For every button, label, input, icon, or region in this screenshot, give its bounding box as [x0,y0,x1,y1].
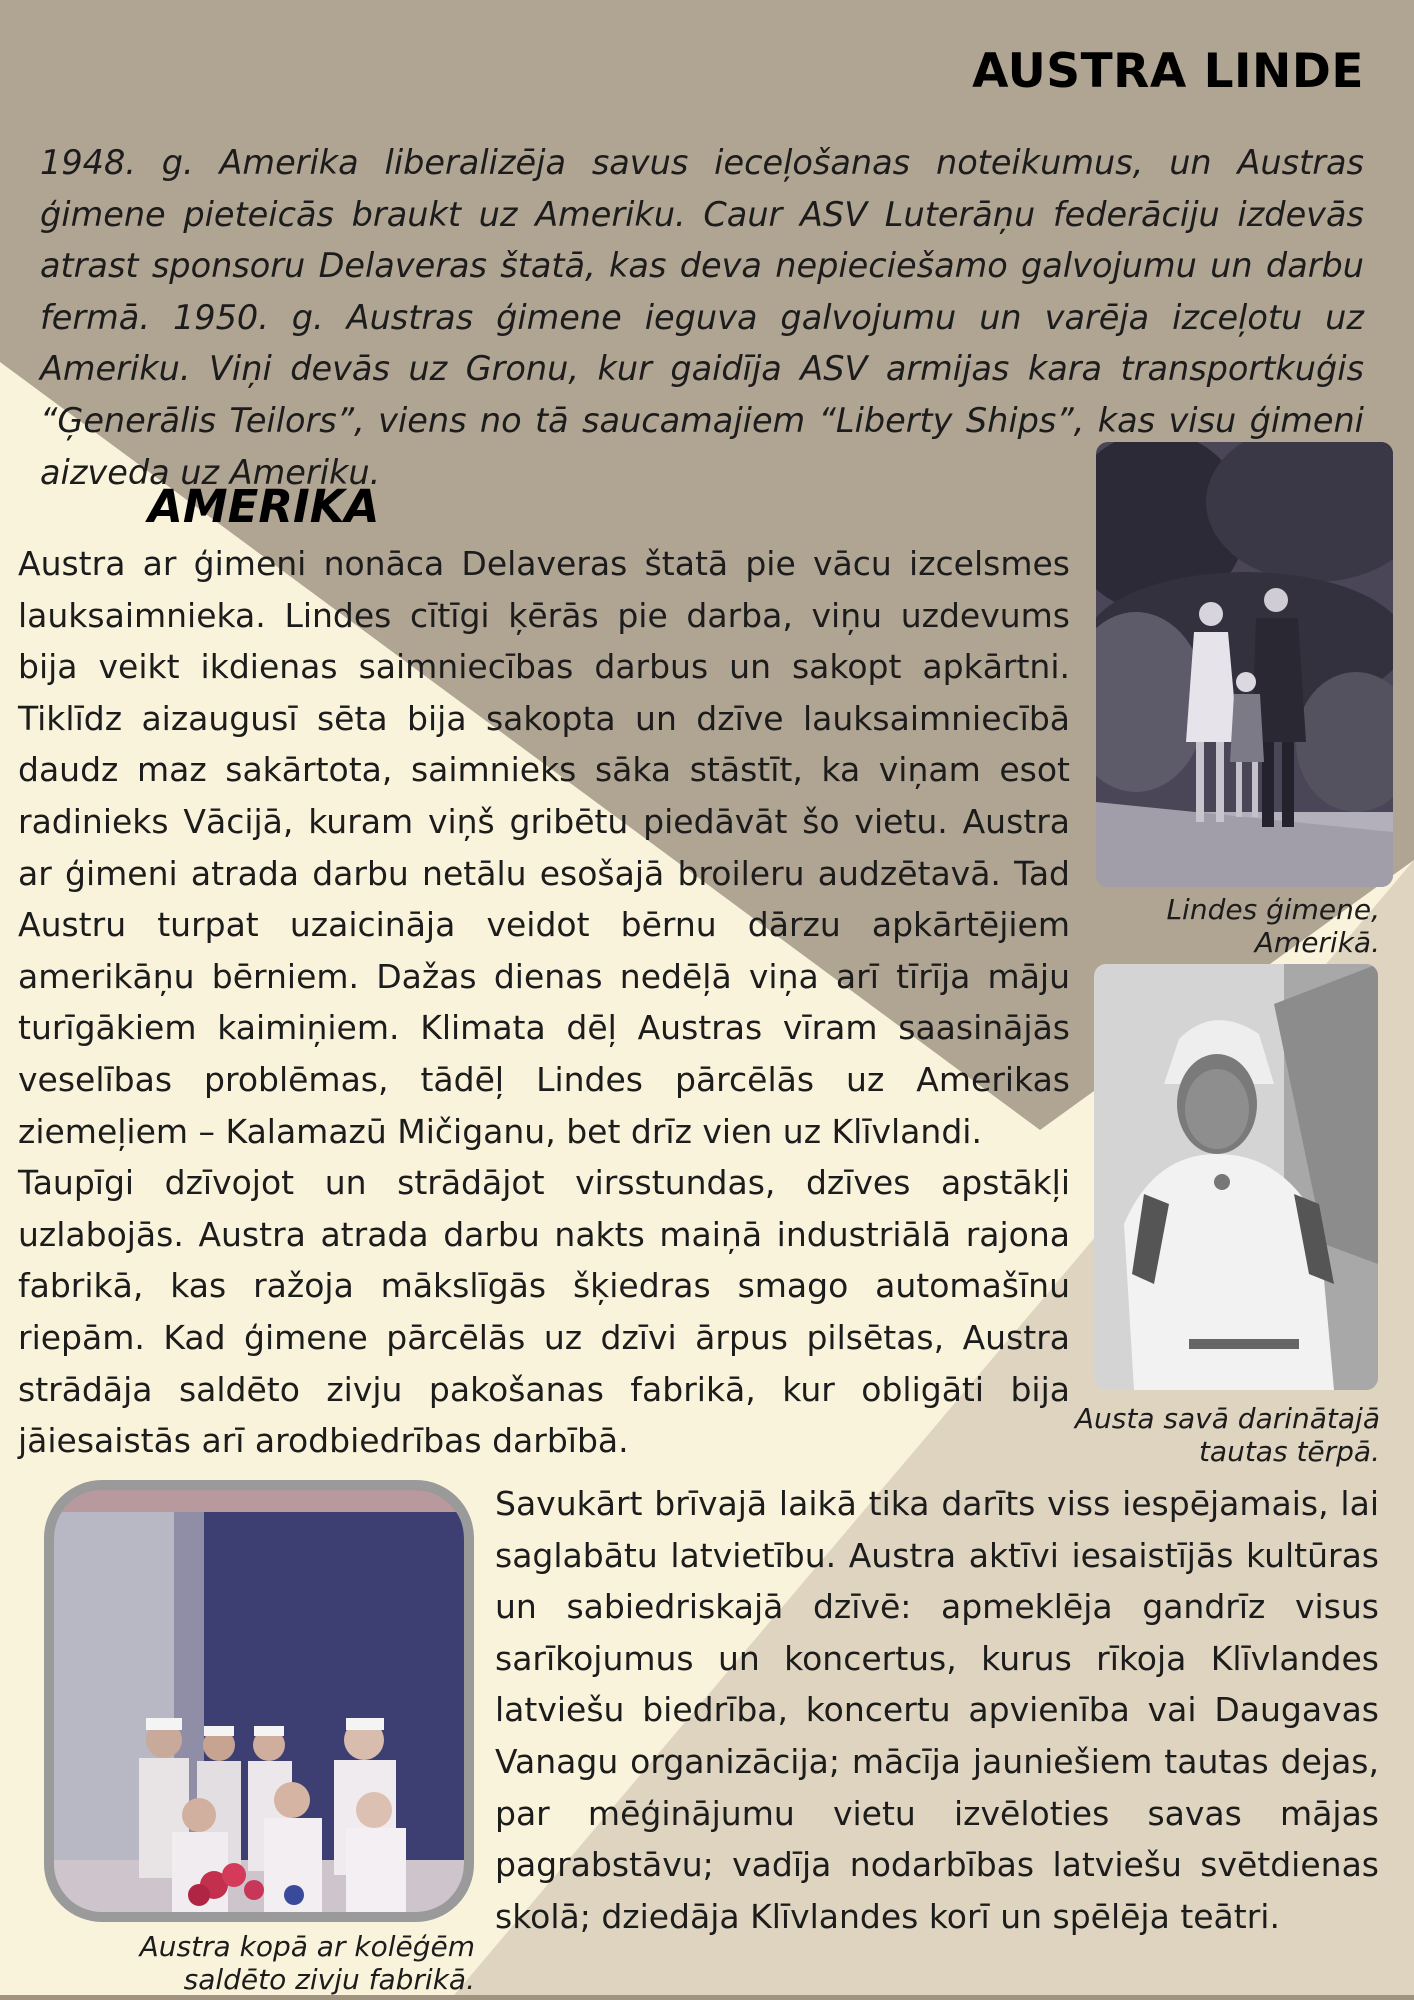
colleagues-photo-caption: Austra kopā ar kolēģēm saldēto zivju fabrikā. [139,1930,475,1996]
family-photo-caption: Lindes ģimene, Amerikā. [1166,893,1380,959]
colleagues-photo [44,1480,474,1922]
portrait-photo [1094,964,1378,1390]
paragraph-work: Taupīgi dzīvojot un strādājot virsstundas, dzīves apstākļi uzlabojās. Austra atrada darbu nakts maiņā industriālā rajona fabrikā, kas ražoja mākslīgās šķiedras smago automašīnu riepām. Kad ģimene pārcēlās uz dzīvi ārpus pilsētas, Austra strādāja saldēto zivju pakošanas fabrikā, kur obligāti bija jāiesaistās arī arodbiedrības darbībā. [18,1163,1070,1461]
page-title: AUSTRA LINDE [972,44,1364,99]
paragraph-farm: Austra ar ģimeni nonāca Delaveras štatā pie vācu izcelsmes lauksaimnieka. Lindes cītīgi ķērās pie darba, viņu uzdevums bija veikt ikdienas saimniecības darbus un sakopt apkārtni. Tiklīdz aizaugusī sēta bija sakopta un dzīve lauksaimniecībā daudz maz sakārtota, saimnieks sāka stāstīt, ka viņam esot radinieks Vācijā, kuram viņš gribētu piedāvāt šo vietu. Austra ar ģimeni atrada darbu netālu esošajā broileru audzētavā. Tad Austru turpat uzaicināja veidot bērnu dārzu apkārtējiem amerikāņu bērniem. Dažas dienas nedēļā viņa arī tīrīja māju turīgākiem kaimiņiem. Klimata dēļ Austras vīram saasinājās veselības problēmas, tādēļ Lindes pārcēlās uz Amerikas ziemeļiem – Kalamazū Mičiganu, bet drīz vien uz Klīvlandi. [18,544,1070,1151]
family-photo [1096,442,1393,887]
section-heading: AMERIKA [148,480,380,533]
paragraph-culture: Savukārt brīvajā laikā tika darīts viss iespējamais, lai saglabātu latvietību. Austra aktīvi iesaistījās kultūras un sabiedriskajā dzīvē: apmeklēja gandrīz visus sarīkojumus un koncertus, kurus rīkoja Klīvlandes latviešu biedrība, koncertu apvienība vai Daugavas Vanagu organizācija; mācīja jauniešiem tautas dejas, par mēģinājumu vietu izvēloties savas mājas pagrabstāvu; vadīja nodarbības latviešu svētdienas skolā; dziedāja Klīvlandes korī un spēlēja teātri. [495,1484,1379,1936]
portrait-photo-caption: Austa savā darinātajā tautas tērpā. [1074,1402,1380,1468]
intro-paragraph: 1948. g. Amerika liberalizēja savus ieceļošanas noteikumus, un Austras ģimene pieteicās braukt uz Ameriku. Caur ASV Luterāņu federāciju izdevās atrast sponsoru Delaveras štatā, kas deva nepieciešamo galvojumu un darbu fermā. 1950. g. Austras ģimene ieguva galvojumu un varēja izceļotu uz Ameriku. Viņi devās uz Gronu, kur gaidīja ASV armijas kara transportkuģis “Ģenerālis Teilors”, viens no tā saucamajiem “Liberty Ships”, kas visu ģimeni aizveda uz Ameriku. [40,143,1364,492]
main-text [18,538,1070,1467]
